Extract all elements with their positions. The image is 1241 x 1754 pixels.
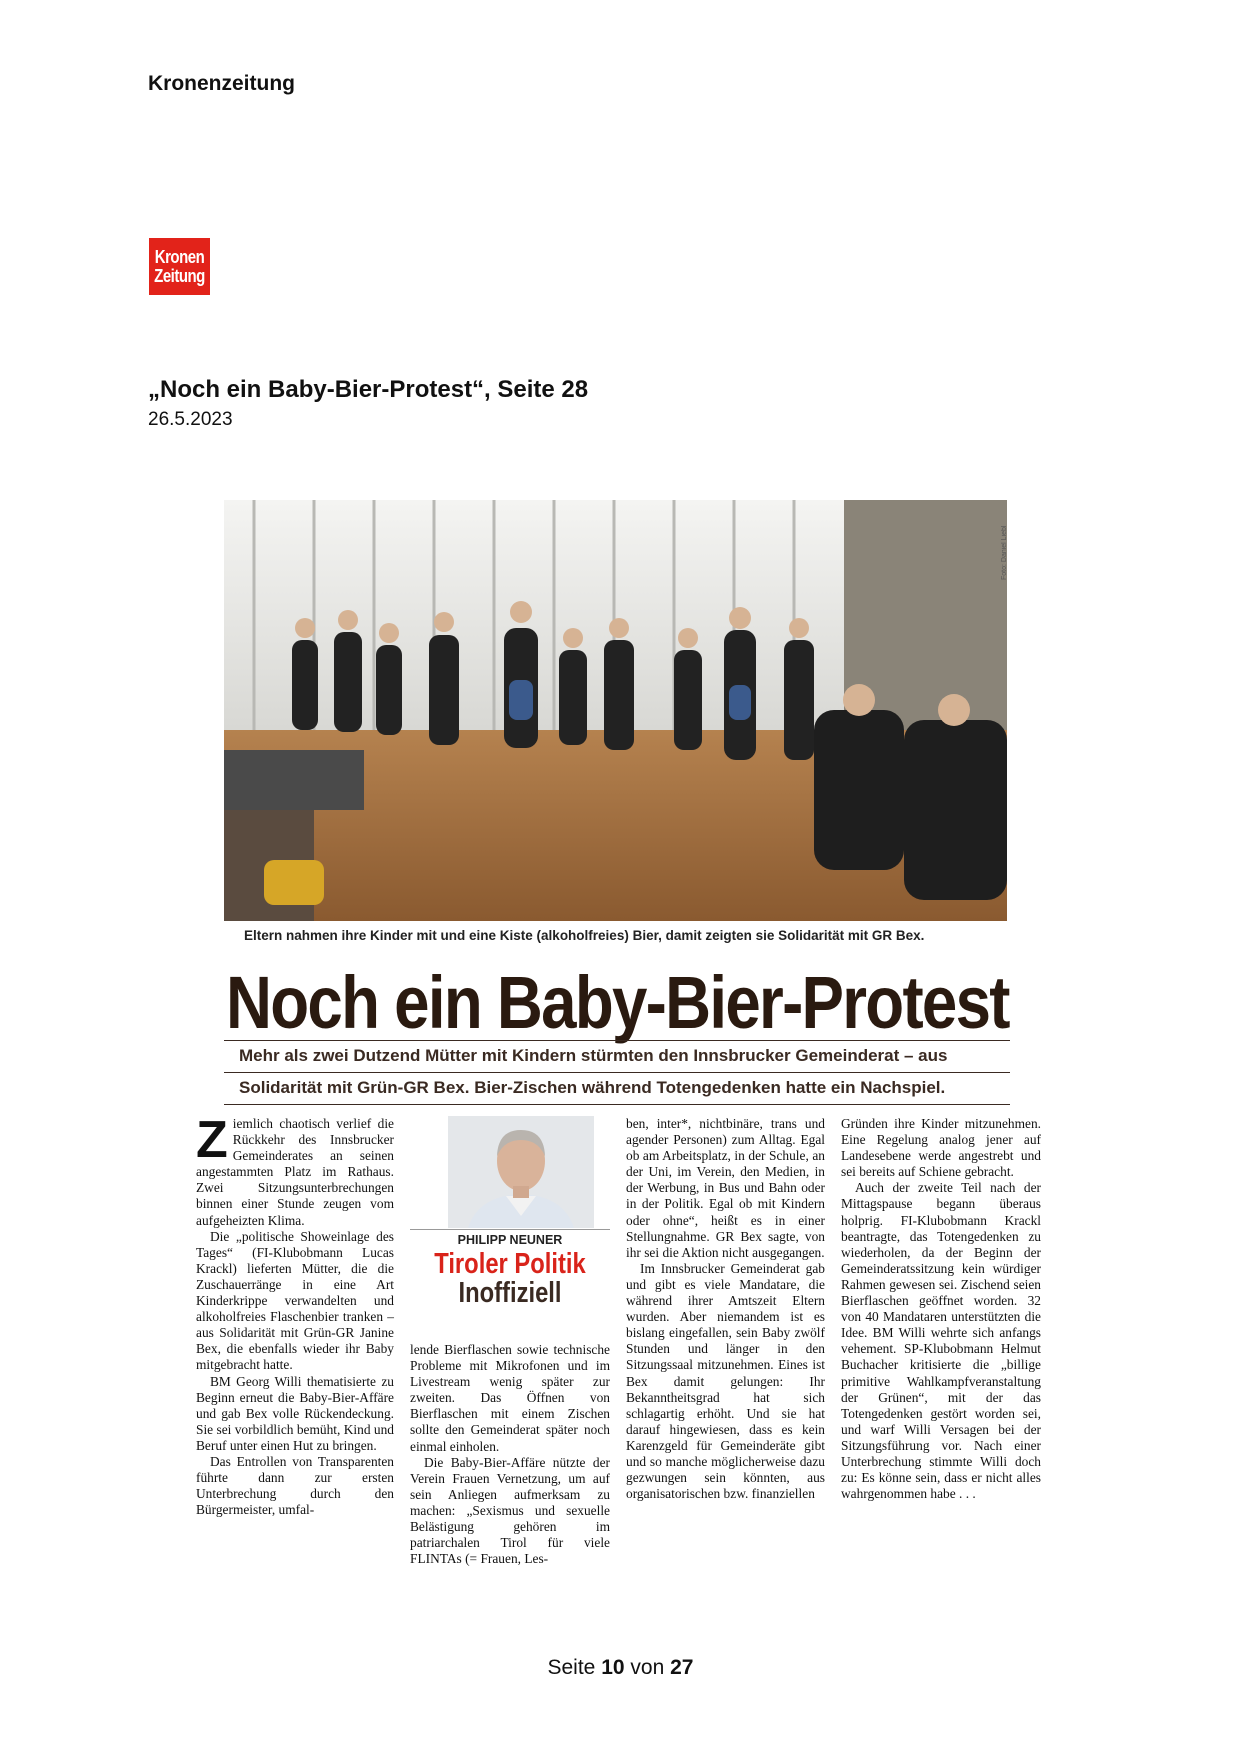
photo-illustration bbox=[224, 500, 1007, 921]
paragraph: Auch der zweite Teil nach der Mittagspause begann überaus holprig. FI-Klubobmann Krackl beantragte, das Totengedenken zu wiederholen, da der Beginn der Gemeinderatssitzung kein würdiger Rahmen gewesen sei. Zischend seien Bierflaschen geöffnet worden. 32 von 40 Mandataren unterstützten die Idee. BM Willi wehrte sich anfangs vehement. SP-Klubobmann Helmut Buchacher kritisierte die „billige primitive Wahlkampfveranstaltung der Grünen“, mit der das Totengedenken gestört worden sei, und warf Willi Versagen bei der Sitzungsführung vor. Nach einer Unterbrechung stimmte Willi doch zu: Es könne sein, dass er nicht alles wahrgenommen habe . . . bbox=[841, 1180, 1041, 1502]
document-title: „Noch ein Baby-Bier-Protest“, Seite 28 bbox=[148, 376, 589, 403]
krone-logo bbox=[149, 238, 210, 295]
paragraph bbox=[196, 1111, 394, 1229]
source-name: Kronenzeitung bbox=[148, 72, 295, 95]
article-subline-1: Mehr als zwei Dutzend Mütter mit Kindern stürmten den Innsbrucker Gemeinderat – aus bbox=[224, 1040, 1010, 1073]
paragraph: Die Baby-Bier-Affäre nützte der Verein Frauen Vernetzung, um auf sein Anliegen aufmerksam zu machen: „Sexismus und sexuelle Belästigung gehören im patriarchalen Tirol für viele FLINTAs (= Frauen, Les- bbox=[410, 1454, 610, 1567]
author-portrait bbox=[448, 1116, 594, 1228]
logo-line-1: Kronen bbox=[154, 246, 205, 268]
footer-mid: von bbox=[630, 1656, 665, 1679]
article-headline: Noch ein Baby-Bier-Protest bbox=[226, 961, 1009, 1044]
paragraph: ben, inter*, nichtbinäre, trans und agender Personen) zum Alltag. Egal ob am Arbeitsplatz, in der Schule, an der Uni, im Verein, den Medien, in der Werbung, in Bus und Bahn oder in der Politik. Egal ob mit Kindern oder ohne“, heißt es in einer Stellungnahme. GR Bex sagte, von ihr sei die Aktion nicht ausgegangen. bbox=[626, 1116, 825, 1260]
column-title-line-1: Tiroler Politik bbox=[434, 1248, 586, 1280]
portrait-illustration bbox=[448, 1116, 594, 1228]
text-column-2 bbox=[410, 1342, 610, 1567]
footer-prefix: Seite bbox=[547, 1656, 596, 1679]
paragraph: Das Entrollen von Transparenten führte dann zur ersten Unterbrechung durch den Bürgermeister, umfal- bbox=[196, 1453, 394, 1518]
article-subline-2: Solidarität mit Grün-GR Bex. Bier-Zischen während Totengedenken hatte ein Nachspiel. bbox=[224, 1073, 1010, 1105]
document-date: 26.5.2023 bbox=[148, 409, 233, 430]
paragraph: BM Georg Willi thematisierte zu Beginn erneut die Baby-Bier-Affäre und gab Bex volle Rückendeckung. Sie sei vorbildlich bemüht, Kind und Beruf unter einen Hut zu bringen. bbox=[196, 1373, 394, 1453]
paragraph: Im Innsbrucker Gemeinderat gab und gibt es viele Mandatare, die während ihrer Amtszeit Eltern wurden. Aber niemandem ist es bislang eingefallen, sein Baby zwölf Stunden und länger in den Sitzungssaal mitzunehmen. Eines ist Bex damit gelungen: Ihr Bekanntheitsgrad hat sich schlagartig erhöht. Und sie hat darauf hingewiesen, dass es kein Karenzgeld für Gemeinderäte gibt und so manche möglicherweise dazu gezwungen sein könnten, aus organisatorischen bzw. finanziellen bbox=[626, 1260, 825, 1502]
photo-caption: Eltern nahmen ihre Kinder mit und eine Kiste (alkoholfreies) Bier, damit zeigten sie Solidarität mit GR Bex. bbox=[244, 928, 925, 943]
current-page: 10 bbox=[601, 1656, 625, 1679]
paragraph: lende Bierflaschen sowie technische Probleme mit Mikrofonen und im Livestream wenig später zur zweiten. Das Öffnen von Bierflaschen mit einem Zischen sollte den Gemeinderat später noch einmal einholen. bbox=[410, 1342, 610, 1454]
drop-cap: Z bbox=[196, 1111, 228, 1169]
paragraph-text: iemlich chaotisch verlief die Rückkehr des Innsbrucker Gemeinderates an seinen angestammten Platz im Rathaus. Zwei Sitzungsunterbrechungen binnen einer Stunde zeugen vom aufgeheizten Klima. bbox=[196, 1116, 394, 1228]
article-photo bbox=[224, 500, 1007, 921]
author-name: PHILIPP NEUNER bbox=[410, 1229, 610, 1247]
paragraph: Gründen ihre Kinder mitzunehmen. Eine Regelung analog jener auf Landesebene werde angestrebt und sei bereits auf Schiene gebracht. bbox=[841, 1116, 1041, 1180]
column-title bbox=[410, 1250, 610, 1308]
paragraph: Die „politische Showeinlage des Tages“ (FI-Klubobmann Lucas Krackl) lieferten Mütter, die die Zuschauerränge in eine Art Kinderkrippe verwandelten und alkoholfreies Flaschenbier tranken – aus Solidarität mit Grün-GR Janine Bex, die ebenfalls wieder ihr Baby mitgebracht hatte. bbox=[196, 1228, 394, 1373]
photo-credit: Foto: Daniel Liebl bbox=[1001, 525, 1008, 580]
text-column-1 bbox=[196, 1111, 394, 1518]
column-title-line-2: Inoffiziell bbox=[458, 1277, 562, 1309]
text-column-3 bbox=[626, 1116, 825, 1502]
page-footer bbox=[0, 1656, 1241, 1680]
logo-line-2: Zeitung bbox=[154, 265, 205, 287]
total-pages: 27 bbox=[670, 1656, 694, 1679]
text-column-4 bbox=[841, 1116, 1041, 1502]
